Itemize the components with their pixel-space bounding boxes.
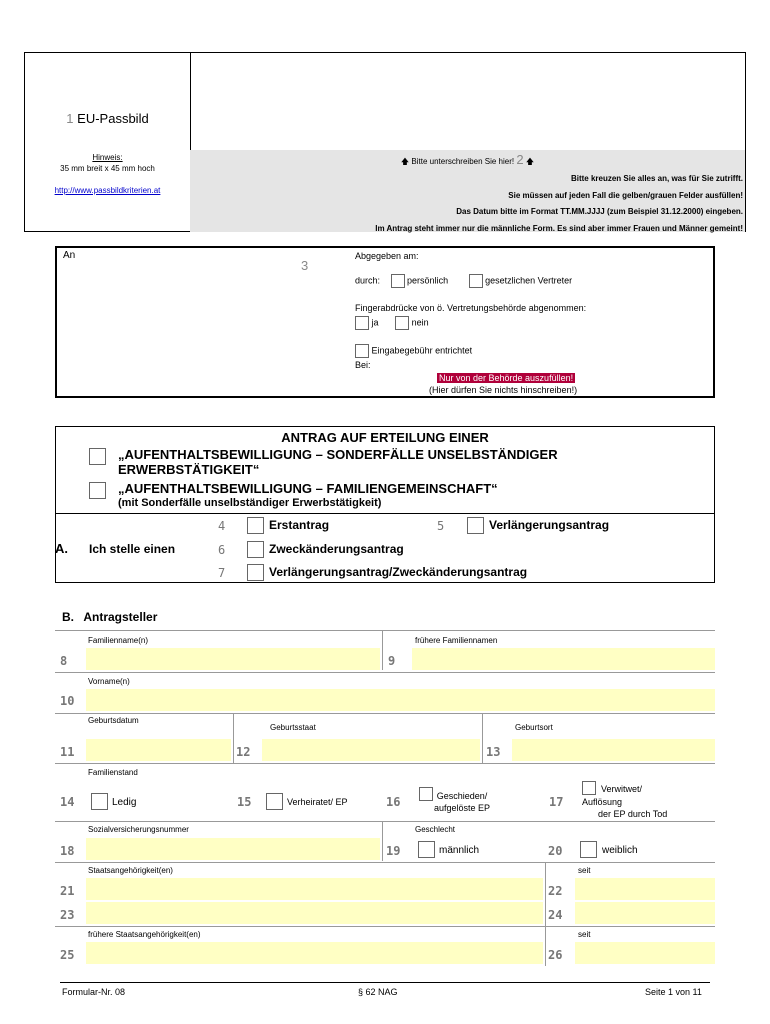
svnr-label: Sozialversicherungsnummer — [88, 825, 189, 834]
erstantrag-label: Erstantrag — [269, 518, 330, 532]
geschieden-checkbox[interactable] — [419, 787, 433, 801]
photo-link[interactable]: http://www.passbildkriterien.at — [54, 186, 161, 195]
antrag-title: ANTRAG AUF ERTEILUNG EINER — [281, 430, 489, 445]
persoenlich-checkbox[interactable] — [391, 274, 405, 288]
authority-notice-sub: (Hier dürfen Sie nichts hinschreiben!) — [429, 385, 578, 395]
field-number: 22 — [548, 884, 563, 898]
field-number: 17 — [549, 795, 564, 809]
photo-title: EU-Passbild — [77, 111, 149, 126]
weiblich-label: weiblich — [602, 845, 638, 856]
svnr-input[interactable] — [86, 838, 380, 860]
option-sonderfaelle-checkbox[interactable] — [89, 448, 106, 465]
vorname-input[interactable] — [86, 689, 715, 711]
stelle-label: Ich stelle einen — [89, 542, 176, 556]
geburtsdatum-input[interactable] — [86, 739, 231, 761]
seit-input-3[interactable] — [575, 942, 715, 964]
familienname-label: Familienname(n) — [88, 636, 149, 645]
frueherstaat-label: frühere Staatsangehörigkeit(en) — [88, 930, 201, 939]
frueherstaat-input[interactable] — [86, 942, 543, 964]
nein-checkbox[interactable] — [395, 316, 409, 330]
verheiratet-checkbox[interactable] — [266, 793, 283, 810]
verlaengerung-label: Verlängerungsantrag — [489, 518, 610, 532]
footer-page: Seite 1 von 11 — [645, 987, 702, 997]
field-number: 25 — [60, 948, 75, 962]
verwitwet-label-3: der EP durch Tod — [598, 809, 668, 819]
footer-rule — [60, 982, 710, 983]
footer-law: § 62 NAG — [358, 987, 398, 997]
seit-input-1[interactable] — [575, 878, 715, 900]
geschieden-label-2: aufgelöste EP — [434, 803, 491, 813]
signature-box — [190, 52, 746, 232]
verwitwet-label: Verwitwet/ — [601, 784, 643, 794]
field-number: 19 — [386, 844, 401, 858]
gebuehr-checkbox[interactable] — [355, 344, 369, 358]
geburtsstaat-label: Geburtsstaat — [270, 723, 316, 732]
antrag-divider — [56, 513, 714, 514]
field-number: 18 — [60, 844, 75, 858]
field-number: 23 — [60, 908, 75, 922]
field-number: 16 — [386, 795, 401, 809]
field-number: 7 — [218, 566, 226, 580]
zweck-label: Zweckänderungsantrag — [269, 542, 404, 556]
geburtsort-label: Geburtsort — [515, 723, 553, 732]
ja-label: ja — [371, 317, 379, 328]
gebuehr-label: Eingabegebühr entrichtet — [371, 345, 473, 356]
geschlecht-label: Geschlecht — [415, 825, 456, 834]
nein-label: nein — [411, 317, 429, 328]
erstantrag-checkbox[interactable] — [247, 517, 264, 534]
field-number: 5 — [437, 519, 445, 533]
fruehere-input[interactable] — [412, 648, 715, 670]
signature-instruction: Bitte unterschreiben Sie hier! — [411, 157, 515, 166]
persoenlich-label: persönlich — [407, 275, 449, 286]
photo-number: 1 — [66, 111, 74, 126]
durch-label: durch: — [355, 275, 381, 286]
staat-input-2[interactable] — [86, 902, 543, 924]
seit-input-2[interactable] — [575, 902, 715, 924]
arrow-up-icon: 🡅 — [525, 157, 535, 166]
field-number: 21 — [60, 884, 75, 898]
maennlich-checkbox[interactable] — [418, 841, 435, 858]
geburtsort-input[interactable] — [512, 739, 715, 761]
ledig-label: Ledig — [112, 797, 137, 808]
abgegeben-label: Abgegeben am: — [355, 251, 419, 261]
signature-number: 2 — [516, 152, 524, 167]
familienstand-label: Familienstand — [88, 768, 138, 777]
vertreter-checkbox[interactable] — [469, 274, 483, 288]
vorname-label: Vorname(n) — [88, 677, 130, 686]
option-familie-line1: „AUFENTHALTSBEWILLIGUNG – FAMILIENGEMEINSCHAFT“ — [118, 481, 498, 496]
authority-box — [55, 246, 715, 398]
authority-number: 3 — [301, 258, 309, 273]
option-sonderfaelle-line2: ERWERBSTÄTIGKEIT“ — [118, 462, 260, 477]
field-number: 15 — [237, 795, 252, 809]
an-label: An — [63, 250, 76, 261]
instruction-line: Im Antrag steht immer nur die männliche Form. Es sind aber immer Frauen und Männer gemeint! — [375, 223, 743, 233]
geburtsdatum-label: Geburtsdatum — [88, 716, 139, 725]
field-number: 9 — [388, 654, 396, 668]
familienname-input[interactable] — [86, 648, 380, 670]
section-a-label: A. — [55, 541, 68, 556]
fruehere-label: frühere Familiennamen — [415, 636, 498, 645]
photo-hint-label: Hinweis: — [92, 153, 123, 162]
antrag-box — [55, 426, 715, 583]
option-familie-checkbox[interactable] — [89, 482, 106, 499]
section-b-title: Antragsteller — [83, 610, 158, 624]
bei-label: Bei: — [355, 360, 371, 370]
staat-label: Staatsangehörigkeit(en) — [88, 866, 173, 875]
seit-label-2: seit — [578, 930, 591, 939]
geburtsstaat-input[interactable] — [262, 739, 480, 761]
arrow-up-icon: 🡅 — [400, 157, 410, 166]
field-number: 11 — [60, 745, 75, 759]
field-number: 20 — [548, 844, 563, 858]
staat-input-1[interactable] — [86, 878, 543, 900]
field-number: 12 — [236, 745, 251, 759]
authority-notice: Nur von der Behörde auszufüllen! — [439, 373, 574, 383]
zweck-checkbox[interactable] — [247, 541, 264, 558]
instruction-line: Sie müssen auf jeden Fall die gelben/grauen Felder ausfüllen! — [508, 190, 743, 200]
maennlich-label: männlich — [439, 845, 480, 856]
instruction-line: Das Datum bitte im Format TT.MM.JJJJ (zum Beispiel 31.12.2000) eingeben. — [456, 207, 743, 216]
option-sonderfaelle-line1: „AUFENTHALTSBEWILLIGUNG – SONDERFÄLLE UNSELBSTÄNDIGER — [118, 447, 558, 462]
finger-label: Fingerabdrücke von ö. Vertretungsbehörde abgenommen: — [355, 303, 587, 313]
beides-checkbox[interactable] — [247, 564, 264, 581]
footer-form-number: Formular-Nr. 08 — [62, 987, 126, 997]
option-familie-line2: (mit Sonderfälle unselbständiger Erwerbstätigkeit) — [118, 497, 382, 509]
field-number: 14 — [60, 795, 75, 809]
field-number: 4 — [218, 519, 226, 533]
verlaengerung-checkbox[interactable] — [467, 517, 484, 534]
field-number: 26 — [548, 948, 563, 962]
geschieden-label: Geschieden/ — [436, 791, 488, 801]
field-number: 24 — [548, 908, 563, 922]
field-number: 10 — [60, 694, 75, 708]
ledig-checkbox[interactable] — [91, 793, 108, 810]
beides-label: Verlängerungsantrag/Zweckänderungsantrag — [269, 565, 528, 579]
verheiratet-label: Verheiratet/ EP — [287, 797, 348, 807]
instruction-line: Bitte kreuzen Sie alles an, was für Sie zutrifft. — [570, 174, 743, 183]
photo-hint-text: 35 mm breit x 45 mm hoch — [60, 164, 155, 173]
field-number: 6 — [218, 543, 226, 557]
vertreter-label: gesetzlichen Vertreter — [485, 275, 573, 286]
verwitwet-checkbox[interactable] — [582, 781, 596, 795]
seit-label: seit — [578, 866, 591, 875]
ja-checkbox[interactable] — [355, 316, 369, 330]
weiblich-checkbox[interactable] — [580, 841, 597, 858]
section-b-label: B. — [62, 610, 74, 624]
field-number: 13 — [486, 745, 501, 759]
field-number: 8 — [60, 654, 68, 668]
verwitwet-label-2: Auflösung — [582, 797, 623, 807]
photo-box — [24, 52, 191, 232]
